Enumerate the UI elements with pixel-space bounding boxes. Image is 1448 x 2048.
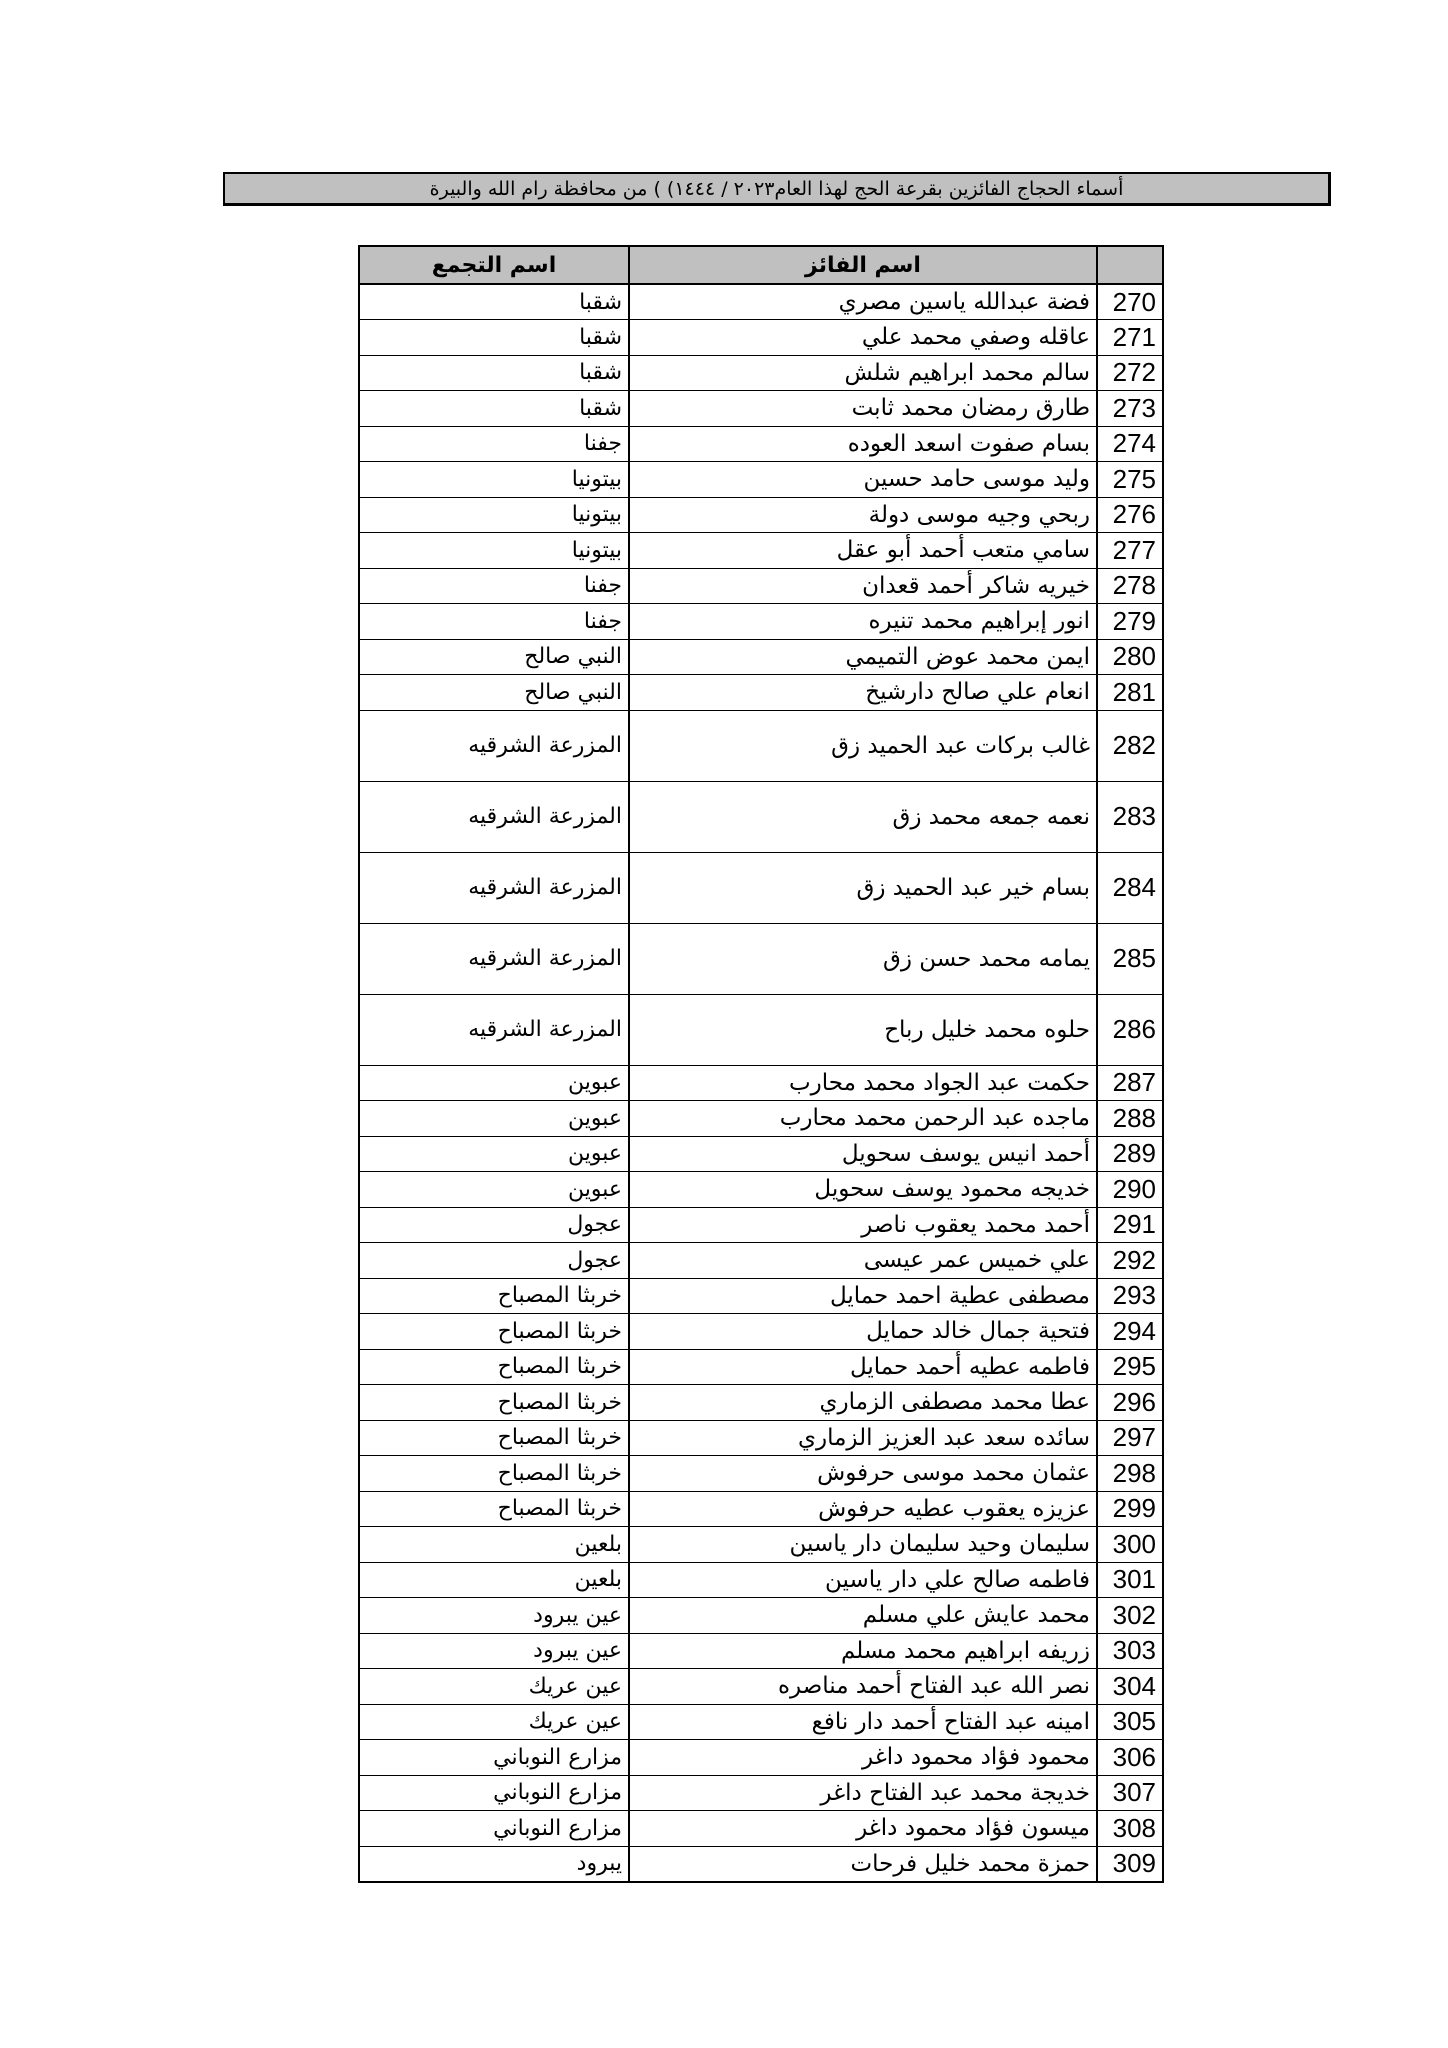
group-name: عين يبرود [359, 1598, 629, 1634]
row-number: 297 [1097, 1420, 1163, 1456]
winner-name: فاطمه عطيه أحمد حمايل [629, 1349, 1097, 1385]
row-number: 290 [1097, 1172, 1163, 1208]
row-number: 305 [1097, 1704, 1163, 1740]
group-name: عبوين [359, 1101, 629, 1137]
table-row [359, 994, 1163, 1065]
row-number: 306 [1097, 1740, 1163, 1776]
row-number: 276 [1097, 497, 1163, 533]
table-row [359, 1633, 1163, 1669]
winner-name: بسام صفوت اسعد العوده [629, 426, 1097, 462]
page-title: أسماء الحجاج الفائزين بقرعة الحج لهذا العام٢٠٢٣ / ١٤٤٤) ) من محافظة رام الله والبيرة [223, 172, 1331, 206]
column-header-group-name: اسم التجمع [359, 246, 629, 284]
winner-name: طارق رمضان محمد ثابت [629, 391, 1097, 427]
group-name: عين عريك [359, 1704, 629, 1740]
table-row [359, 391, 1163, 427]
table-row [359, 568, 1163, 604]
table-row [359, 639, 1163, 675]
row-number: 277 [1097, 533, 1163, 569]
group-name: خربثا المصباح [359, 1491, 629, 1527]
group-name: جفنا [359, 426, 629, 462]
winner-name: ايمن محمد عوض التميمي [629, 639, 1097, 675]
winner-name: ميسون فؤاد محمود داغر [629, 1811, 1097, 1847]
group-name: عبوين [359, 1172, 629, 1208]
table-row [359, 1136, 1163, 1172]
table-row [359, 497, 1163, 533]
table-row [359, 284, 1163, 320]
row-number: 278 [1097, 568, 1163, 604]
table-row [359, 1775, 1163, 1811]
group-name: عجول [359, 1243, 629, 1279]
row-number: 285 [1097, 923, 1163, 994]
table-header-row [359, 246, 1163, 284]
group-name: المزرعة الشرقيه [359, 852, 629, 923]
row-number: 275 [1097, 462, 1163, 498]
table-row [359, 1101, 1163, 1137]
group-name: شقبا [359, 391, 629, 427]
winner-name: فضة عبدالله ياسين مصري [629, 284, 1097, 320]
row-number: 289 [1097, 1136, 1163, 1172]
row-number: 286 [1097, 994, 1163, 1065]
row-number: 301 [1097, 1562, 1163, 1598]
winner-name: يمامه محمد حسن زق [629, 923, 1097, 994]
group-name: عبوين [359, 1136, 629, 1172]
group-name: خربثا المصباح [359, 1385, 629, 1421]
winner-name: حكمت عبد الجواد محمد محارب [629, 1065, 1097, 1101]
winner-name: سليمان وحيد سليمان دار ياسين [629, 1527, 1097, 1563]
winner-name: سامي متعب أحمد أبو عقل [629, 533, 1097, 569]
table-row [359, 1704, 1163, 1740]
group-name: جفنا [359, 604, 629, 640]
winner-name: وليد موسى حامد حسين [629, 462, 1097, 498]
row-number: 292 [1097, 1243, 1163, 1279]
row-number: 284 [1097, 852, 1163, 923]
group-name: النبي صالح [359, 639, 629, 675]
row-number: 308 [1097, 1811, 1163, 1847]
group-name: خربثا المصباح [359, 1314, 629, 1350]
row-number: 304 [1097, 1669, 1163, 1705]
table-row [359, 1172, 1163, 1208]
table-row [359, 710, 1163, 781]
table-row [359, 1243, 1163, 1279]
group-name: شقبا [359, 320, 629, 356]
table-row [359, 1065, 1163, 1101]
table-row [359, 426, 1163, 462]
group-name: بلعين [359, 1527, 629, 1563]
group-name: المزرعة الشرقيه [359, 710, 629, 781]
winner-name: سالم محمد ابراهيم شلش [629, 355, 1097, 391]
row-number: 287 [1097, 1065, 1163, 1101]
group-name: المزرعة الشرقيه [359, 923, 629, 994]
table-row [359, 1669, 1163, 1705]
row-number: 299 [1097, 1491, 1163, 1527]
winner-name: فاطمه صالح علي دار ياسين [629, 1562, 1097, 1598]
winner-name: أحمد محمد يعقوب ناصر [629, 1207, 1097, 1243]
row-number: 279 [1097, 604, 1163, 640]
group-name: شقبا [359, 284, 629, 320]
table-row [359, 1740, 1163, 1776]
table-row [359, 675, 1163, 711]
row-number: 303 [1097, 1633, 1163, 1669]
table-row [359, 1314, 1163, 1350]
table-row [359, 533, 1163, 569]
group-name: شقبا [359, 355, 629, 391]
winner-name: عثمان محمد موسى حرفوش [629, 1456, 1097, 1492]
winner-name: حمزة محمد خليل فرحات [629, 1846, 1097, 1882]
table-row [359, 1598, 1163, 1634]
group-name: خربثا المصباح [359, 1456, 629, 1492]
table-row [359, 1491, 1163, 1527]
group-name: المزرعة الشرقيه [359, 994, 629, 1065]
winner-name: سائده سعد عبد العزيز الزماري [629, 1420, 1097, 1456]
group-name: يبرود [359, 1846, 629, 1882]
row-number: 272 [1097, 355, 1163, 391]
winner-name: امينه عبد الفتاح أحمد دار نافع [629, 1704, 1097, 1740]
winner-name: حلوه محمد خليل رباح [629, 994, 1097, 1065]
winner-name: خديجه محمود يوسف سحويل [629, 1172, 1097, 1208]
row-number: 302 [1097, 1598, 1163, 1634]
table-row [359, 462, 1163, 498]
table-row [359, 1278, 1163, 1314]
winner-name: مصطفى عطية احمد حمايل [629, 1278, 1097, 1314]
winner-name: انور إبراهيم محمد تنيره [629, 604, 1097, 640]
table-row [359, 1527, 1163, 1563]
row-number: 300 [1097, 1527, 1163, 1563]
group-name: بلعين [359, 1562, 629, 1598]
row-number: 288 [1097, 1101, 1163, 1137]
table-row [359, 1562, 1163, 1598]
table-row [359, 1811, 1163, 1847]
group-name: خربثا المصباح [359, 1349, 629, 1385]
group-name: مزارع النوباني [359, 1811, 629, 1847]
winner-name: فتحية جمال خالد حمايل [629, 1314, 1097, 1350]
row-number: 283 [1097, 781, 1163, 852]
row-number: 294 [1097, 1314, 1163, 1350]
winner-name: بسام خير عبد الحميد زق [629, 852, 1097, 923]
winner-name: نعمه جمعه محمد زق [629, 781, 1097, 852]
winner-name: أحمد انيس يوسف سحويل [629, 1136, 1097, 1172]
row-number: 295 [1097, 1349, 1163, 1385]
winner-name: عاقله وصفي محمد علي [629, 320, 1097, 356]
group-name: بيتونيا [359, 462, 629, 498]
winner-name: عزيزه يعقوب عطيه حرفوش [629, 1491, 1097, 1527]
table-row [359, 923, 1163, 994]
group-name: مزارع النوباني [359, 1740, 629, 1776]
winner-name: انعام علي صالح دارشيخ [629, 675, 1097, 711]
table-row [359, 1420, 1163, 1456]
winner-name: غالب بركات عبد الحميد زق [629, 710, 1097, 781]
group-name: عجول [359, 1207, 629, 1243]
row-number: 274 [1097, 426, 1163, 462]
table-row [359, 1456, 1163, 1492]
row-number: 293 [1097, 1278, 1163, 1314]
winner-name: نصر الله عبد الفتاح أحمد مناصره [629, 1669, 1097, 1705]
table-row [359, 1385, 1163, 1421]
row-number: 309 [1097, 1846, 1163, 1882]
column-header-winner-name: اسم الفائز [629, 246, 1097, 284]
winner-name: ربحي وجيه موسى دولة [629, 497, 1097, 533]
column-header-number [1097, 246, 1163, 284]
winner-name: خيريه شاكر أحمد قعدان [629, 568, 1097, 604]
table-row [359, 355, 1163, 391]
group-name: جفنا [359, 568, 629, 604]
group-name: بيتونيا [359, 497, 629, 533]
table-body [359, 284, 1163, 1882]
row-number: 291 [1097, 1207, 1163, 1243]
table-row [359, 320, 1163, 356]
table-row [359, 1846, 1163, 1882]
winner-name: زريفه ابراهيم محمد مسلم [629, 1633, 1097, 1669]
row-number: 280 [1097, 639, 1163, 675]
group-name: عين يبرود [359, 1633, 629, 1669]
winner-name: محمد عايش علي مسلم [629, 1598, 1097, 1634]
group-name: عين عريك [359, 1669, 629, 1705]
winner-name: خديجة محمد عبد الفتاح داغر [629, 1775, 1097, 1811]
row-number: 270 [1097, 284, 1163, 320]
winners-table [358, 245, 1164, 1883]
row-number: 307 [1097, 1775, 1163, 1811]
group-name: مزارع النوباني [359, 1775, 629, 1811]
row-number: 282 [1097, 710, 1163, 781]
row-number: 298 [1097, 1456, 1163, 1492]
group-name: بيتونيا [359, 533, 629, 569]
winner-name: علي خميس عمر عيسى [629, 1243, 1097, 1279]
table-row [359, 1207, 1163, 1243]
winner-name: ماجده عبد الرحمن محمد محارب [629, 1101, 1097, 1137]
winner-name: محمود فؤاد محمود داغر [629, 1740, 1097, 1776]
group-name: النبي صالح [359, 675, 629, 711]
table-row [359, 604, 1163, 640]
row-number: 273 [1097, 391, 1163, 427]
row-number: 296 [1097, 1385, 1163, 1421]
group-name: خربثا المصباح [359, 1278, 629, 1314]
group-name: المزرعة الشرقيه [359, 781, 629, 852]
group-name: خربثا المصباح [359, 1420, 629, 1456]
group-name: عبوين [359, 1065, 629, 1101]
row-number: 271 [1097, 320, 1163, 356]
table-row [359, 852, 1163, 923]
row-number: 281 [1097, 675, 1163, 711]
table-row [359, 781, 1163, 852]
table-row [359, 1349, 1163, 1385]
winner-name: عطا محمد مصطفى الزماري [629, 1385, 1097, 1421]
